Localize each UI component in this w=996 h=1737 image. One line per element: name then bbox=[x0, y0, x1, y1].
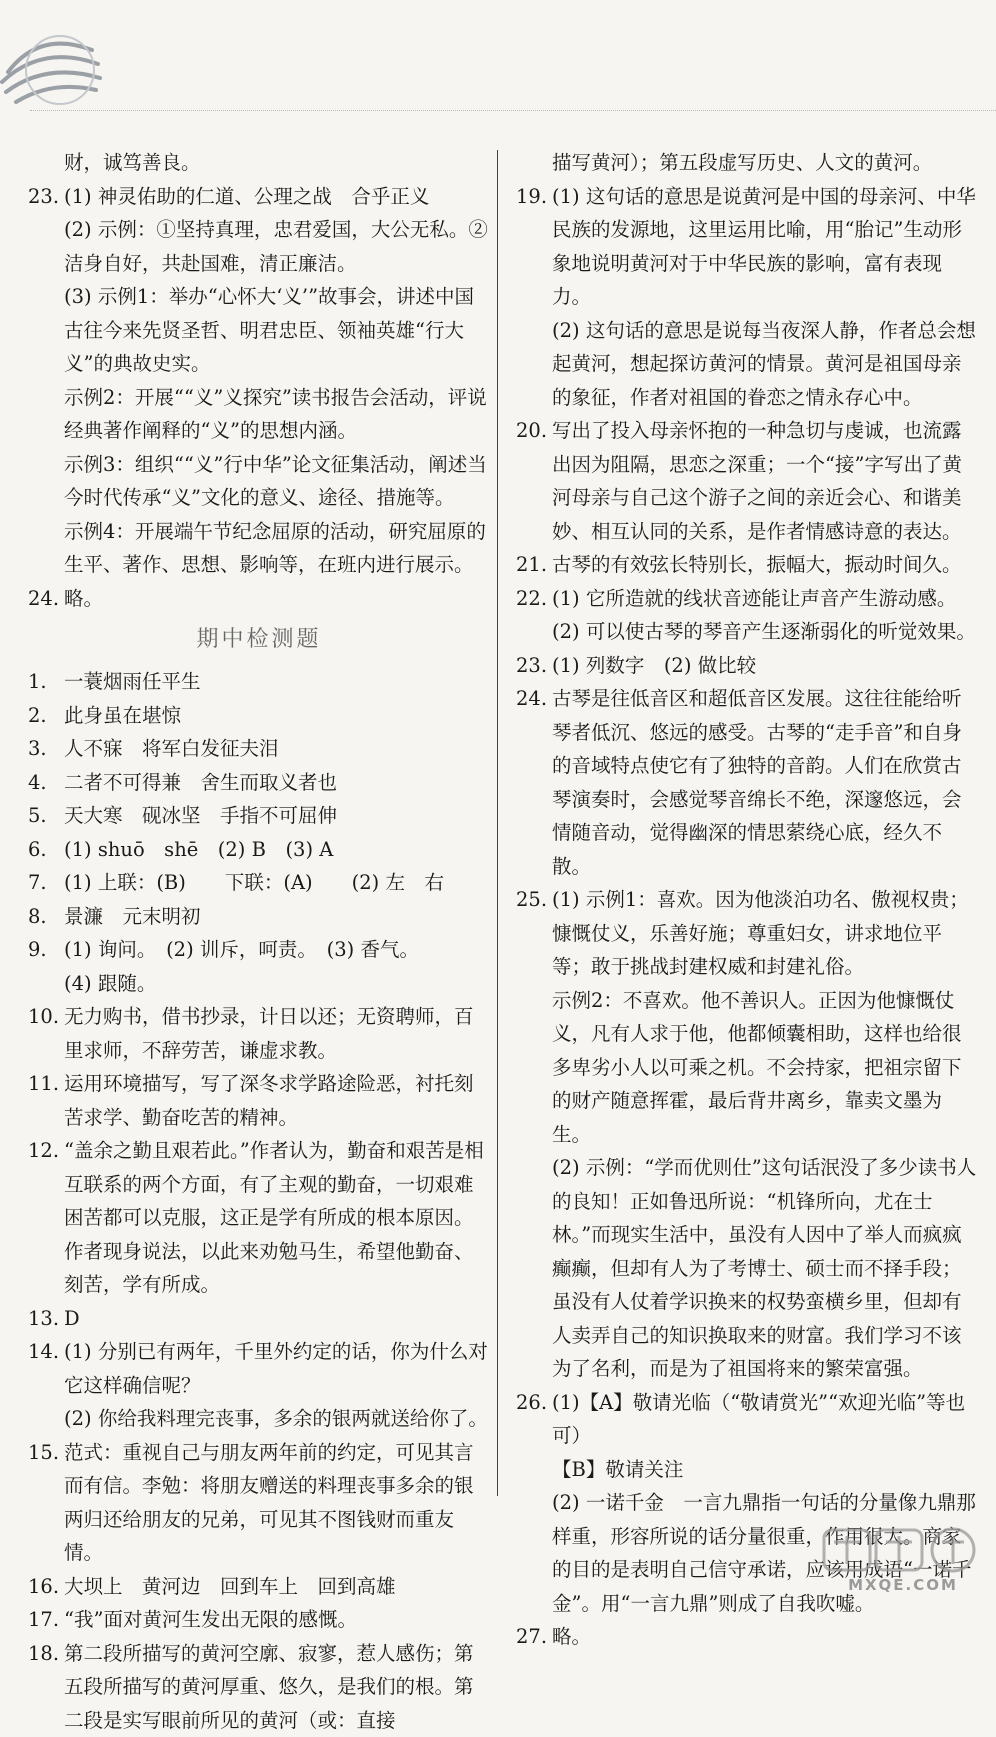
watermark-stamp-icon bbox=[818, 1526, 988, 1596]
answer-number: 16. bbox=[28, 1570, 59, 1604]
answer-text: (1) shuō shē (2) B (3) A bbox=[64, 838, 333, 861]
answer-item bbox=[28, 1570, 490, 1604]
answer-item bbox=[28, 582, 490, 616]
answer-subline: (2) 这句话的意思是说每当夜深人静，作者总会想起黄河，想起探访黄河的情景。黄河是祖国母亲的象征，作者对祖国的眷恋之情永存心中。 bbox=[516, 314, 978, 415]
answer-line bbox=[28, 180, 490, 214]
answer-line bbox=[28, 1603, 490, 1637]
answer-number: 24. bbox=[516, 682, 547, 716]
answer-number: 4. bbox=[28, 766, 47, 800]
answer-text: 古琴的有效弦长特别长，振幅大，振动时间久。 bbox=[552, 553, 962, 576]
answer-number: 26. bbox=[516, 1386, 547, 1420]
answer-item bbox=[28, 1637, 490, 1737]
answer-line bbox=[28, 833, 490, 867]
answer-text: (1) 示例1：喜欢。因为他淡泊功名、傲视权贵；慷慨仗义，乐善好施；尊重妇女，讲求地位平等；敢于挑战封建权威和封建礼俗。 bbox=[552, 888, 969, 978]
answer-text: 人不寐 将军白发征夫泪 bbox=[64, 737, 279, 760]
answer-item bbox=[28, 1603, 490, 1637]
answer-text: 大坝上 黄河边 回到车上 回到高雄 bbox=[64, 1575, 396, 1598]
answer-text: 此身虽在堪惊 bbox=[64, 704, 181, 727]
answer-text: 无力购书，借书抄录，计日以还；无资聘师，百里求师，不辞劳苦，谦虚求教。 bbox=[64, 1005, 474, 1062]
answer-number: 21. bbox=[516, 548, 547, 582]
answer-item bbox=[28, 866, 490, 900]
answer-line bbox=[28, 900, 490, 934]
answer-line bbox=[28, 1570, 490, 1604]
answer-number: 6. bbox=[28, 833, 47, 867]
answer-number: 14. bbox=[28, 1335, 59, 1369]
answer-line bbox=[28, 1000, 490, 1067]
answer-item bbox=[28, 799, 490, 833]
answer-number: 7. bbox=[28, 866, 47, 900]
answer-item bbox=[28, 1067, 490, 1134]
answer-line bbox=[516, 682, 978, 883]
svg-text:MXQE.COM: MXQE.COM bbox=[848, 1576, 958, 1594]
answer-number: 13. bbox=[28, 1302, 59, 1336]
publisher-logo-icon bbox=[0, 20, 110, 110]
answer-text: (1) 它所造就的线状音迹能让声音产生游动感。 bbox=[552, 587, 956, 610]
answer-text: 二者不可得兼 舍生而取义者也 bbox=[64, 771, 337, 794]
answer-number: 23. bbox=[516, 649, 547, 683]
answer-text: (1) 分别已有两年，千里外约定的话，你为什么对它这样确信呢？ bbox=[64, 1340, 488, 1397]
answer-subline: 【B】敬请关注 bbox=[516, 1453, 978, 1487]
answer-subline: (2) 示例：①坚持真理，忠君爱国，大公无私。②洁身自好，共赴国难，清正廉洁。 bbox=[28, 213, 490, 280]
answer-text: 略。 bbox=[64, 587, 103, 610]
answer-subline: (2) 一诺千金 一言九鼎指一句话的分量像九鼎那样重，形容所说的话分量很重，作用很大。商家的目的是表明自己信守承诺，应该用成语“一诺千金”。用“一言九鼎”则成了自我吹嘘。 bbox=[516, 1486, 978, 1620]
answer-item bbox=[516, 1620, 978, 1654]
answer-text: 景濂 元末明初 bbox=[64, 905, 201, 928]
answer-item bbox=[28, 833, 490, 867]
right-continuation-line: 描写黄河）；第五段虚写历史、人文的黄河。 bbox=[516, 146, 978, 180]
answer-line bbox=[28, 1335, 490, 1402]
answer-number: 8. bbox=[28, 900, 47, 934]
answer-text: 古琴是往低音区和超低音区发展。这往往能给听琴者低沉、悠远的感受。古琴的“走手音”和自身的音域特点使它有了独特的音韵。人们在欣赏古琴演奏时，会感觉琴音绵长不绝，深邃悠远，会情随音动，觉得幽深的情思萦绕心底，经久不散。 bbox=[552, 687, 962, 878]
answer-text: 写出了投入母亲怀抱的一种急切与虔诚，也流露出因为阻隔，思恋之深重；一个“接”字写出了黄河母亲与自己这个游子之间的亲近会心、和谐美妙、相互认同的关系，是作者情感诗意的表达。 bbox=[552, 419, 962, 543]
answer-line bbox=[28, 732, 490, 766]
answer-number: 3. bbox=[28, 732, 47, 766]
answer-line bbox=[516, 1386, 978, 1453]
answer-text: “我”面对黄河生发出无限的感慨。 bbox=[64, 1608, 357, 1631]
answer-subline: (3) 示例1：举办“心怀大‘义’”故事会，讲述中国古往今来先贤圣哲、明君忠臣、领袖英雄“行大义”的典故史实。 bbox=[28, 280, 490, 381]
answer-subline: 示例3：组织““义”行中华”论文征集活动，阐述当今时代传承“义”文化的意义、途径、措施等。 bbox=[28, 448, 490, 515]
left-column bbox=[28, 146, 490, 1737]
answer-line bbox=[516, 548, 978, 582]
right-column bbox=[516, 146, 978, 1654]
answer-item bbox=[28, 900, 490, 934]
answer-number: 25. bbox=[516, 883, 547, 917]
answer-item bbox=[28, 967, 490, 1001]
answer-subline: (2) 可以使古琴的琴音产生逐渐弱化的听觉效果。 bbox=[516, 615, 978, 649]
answer-number: 27. bbox=[516, 1620, 547, 1654]
answer-number: 5. bbox=[28, 799, 47, 833]
answer-number: 10. bbox=[28, 1000, 59, 1034]
answer-subline: 示例2：不喜欢。他不善识人。正因为他慷慨仗义，凡有人求于他，他都倾囊相助，这样也给很多卑劣小人以可乘之机。不会持家，把祖宗留下的财产随意挥霍，最后背井离乡，靠卖文墨为生。 bbox=[516, 984, 978, 1152]
answer-line bbox=[28, 866, 490, 900]
answer-item bbox=[28, 933, 490, 967]
answer-line bbox=[28, 699, 490, 733]
answer-text: (1) 上联：(B) 下联：(A) (2) 左 右 bbox=[64, 871, 444, 894]
answer-item bbox=[28, 1335, 490, 1436]
answer-text: 天大寒 砚冰坚 手指不可屈伸 bbox=[64, 804, 337, 827]
answer-line bbox=[28, 799, 490, 833]
answer-item bbox=[28, 699, 490, 733]
answer-item bbox=[28, 665, 490, 699]
answer-line bbox=[516, 1620, 978, 1654]
answer-line bbox=[516, 883, 978, 984]
answer-subline: (2) 示例：“学而优则仕”这句话泯没了多少读书人的良知！正如鲁迅所说：“机锋所向，尤在士林。”而现实生活中，虽没有人因中了举人而疯疯癫癫，但却有人为了考博士、硕士而不择手段；虽没有人仗着学识换来的权势蛮横乡里，但却有人卖弄自己的知识换取来的财富。我们学习不该为了名利，而是为了祖国将来的繁荣富强。 bbox=[516, 1151, 978, 1386]
answer-number: 23. bbox=[28, 180, 59, 214]
answer-number: 9. bbox=[28, 933, 47, 967]
answer-text: (1) 这句话的意思是说黄河是中国的母亲河、中华民族的发源地，这里运用比喻，用“胎记”生动形象地说明黄河对于中华民族的影响，富有表现力。 bbox=[552, 185, 976, 309]
answer-number: 24. bbox=[28, 582, 59, 616]
answer-text: 略。 bbox=[552, 1625, 591, 1648]
answer-text: 范式：重视自己与朋友两年前的约定，可见其言而有信。李勉：将朋友赠送的料理丧事多余的银两归还给朋友的兄弟，可见其不图钱财而重友情。 bbox=[64, 1441, 474, 1565]
answer-number: 20. bbox=[516, 414, 547, 448]
answer-item bbox=[516, 682, 978, 883]
answer-item bbox=[28, 732, 490, 766]
answer-item bbox=[28, 1436, 490, 1570]
answer-line bbox=[516, 180, 978, 314]
section-title: 期中检测题 bbox=[28, 621, 490, 659]
answer-item bbox=[28, 766, 490, 800]
answer-item bbox=[516, 180, 978, 415]
answer-subline: 示例2：开展““义”义探究”读书报告会活动，评说经典著作阐释的“义”的思想内涵。 bbox=[28, 381, 490, 448]
answer-text: 一蓑烟雨任平生 bbox=[64, 670, 201, 693]
answer-subline: (2) 你给我料理完丧事，多余的银两就送给你了。 bbox=[28, 1402, 490, 1436]
answer-line bbox=[28, 1637, 490, 1737]
answer-line bbox=[516, 414, 978, 548]
answer-number: 12. bbox=[28, 1134, 59, 1168]
answer-subline: 示例4：开展端午节纪念屈原的活动，研究屈原的生平、著作、思想、影响等，在班内进行展示。 bbox=[28, 515, 490, 582]
header-rule bbox=[30, 110, 996, 111]
answer-line bbox=[28, 1436, 490, 1570]
answer-item bbox=[516, 548, 978, 582]
answer-item bbox=[28, 1302, 490, 1336]
answer-text: (1) 列数字 (2) 做比较 bbox=[552, 654, 756, 677]
answer-text: 第二段所描写的黄河空廓、寂寥，惹人感伤；第五段所描写的黄河厚重、悠久，是我们的根。第二段是实写眼前所见的黄河（或：直接 bbox=[64, 1642, 474, 1732]
answer-number: 15. bbox=[28, 1436, 59, 1470]
answer-item bbox=[516, 883, 978, 1386]
answer-line bbox=[516, 582, 978, 616]
answer-number: 19. bbox=[516, 180, 547, 214]
answer-line bbox=[28, 1134, 490, 1302]
answer-item bbox=[28, 180, 490, 582]
left-continuation-line: 财，诚笃善良。 bbox=[28, 146, 490, 180]
answer-line bbox=[28, 582, 490, 616]
answer-text: (4) 跟随。 bbox=[64, 972, 156, 995]
answer-line bbox=[28, 766, 490, 800]
answer-line bbox=[516, 649, 978, 683]
answer-number: 22. bbox=[516, 582, 547, 616]
answer-line bbox=[28, 933, 490, 967]
answer-line bbox=[28, 665, 490, 699]
answer-number: 11. bbox=[28, 1067, 59, 1101]
answer-item bbox=[516, 582, 978, 649]
answer-number: 17. bbox=[28, 1603, 59, 1637]
answer-text: D bbox=[64, 1307, 80, 1330]
column-divider bbox=[497, 150, 498, 1496]
answer-number: 1. bbox=[28, 665, 47, 699]
answer-number: 2. bbox=[28, 699, 47, 733]
answer-number: 18. bbox=[28, 1637, 59, 1671]
answer-text: (1) 神灵佑助的仁道、公理之战 合乎正义 bbox=[64, 185, 429, 208]
answer-line bbox=[28, 1067, 490, 1134]
answer-text: (1) 询问。 (2) 训斥，呵责。 (3) 香气。 bbox=[64, 938, 419, 961]
answer-item bbox=[28, 1000, 490, 1067]
answer-text: (1)【A】敬请光临（“敬请赏光”“欢迎光临”等也可） bbox=[552, 1391, 965, 1448]
answer-text: “盖余之勤且艰若此。”作者认为，勤奋和艰苦是相互联系的两个方面，有了主观的勤奋，一切艰难困苦都可以克服，这正是学有所成的根本原因。作者现身说法，以此来劝勉马生，希望他勤奋、刻苦，学有所成。 bbox=[64, 1139, 484, 1296]
answer-line bbox=[28, 967, 490, 1001]
answer-item bbox=[516, 649, 978, 683]
answer-item bbox=[516, 414, 978, 548]
answer-line bbox=[28, 1302, 490, 1336]
answer-item bbox=[28, 1134, 490, 1302]
answer-text: 运用环境描写，写了深冬求学路途险恶，衬托刻苦求学、勤奋吃苦的精神。 bbox=[64, 1072, 474, 1129]
